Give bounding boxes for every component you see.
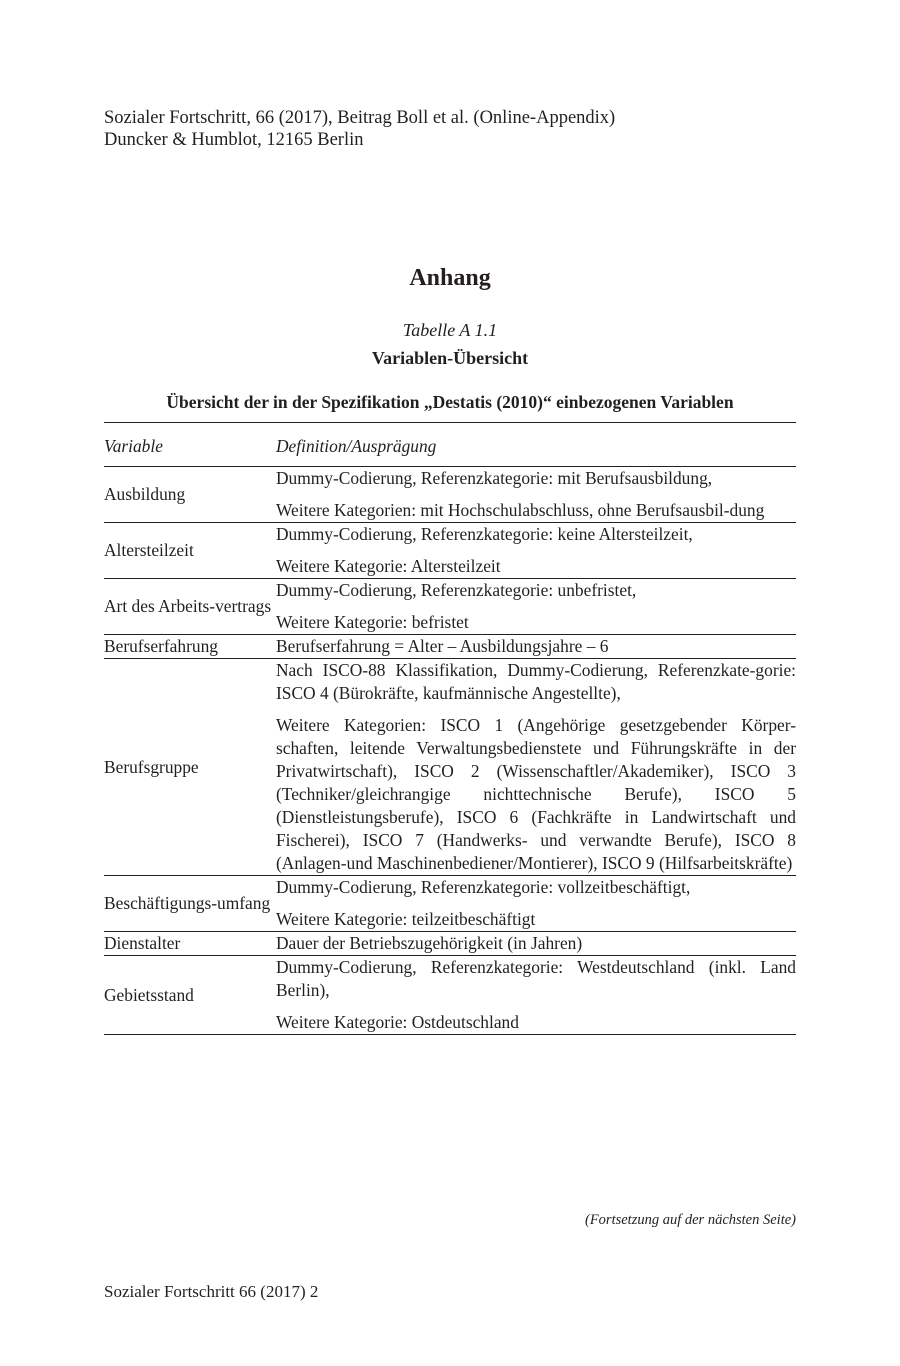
table-caption: Übersicht der in der Spezifikation „Destatis (2010)“ einbezogenen Variablen [166, 392, 734, 412]
page-title: Anhang [409, 265, 491, 291]
variable-definition [276, 579, 796, 635]
variable-definition [276, 659, 796, 876]
table-row [104, 956, 796, 1035]
running-header-citation: Sozialer Fortschritt, 66 (2017), Beitrag Boll et al. (Online-Appendix) [104, 108, 616, 128]
table-header-row [104, 423, 796, 467]
definition-paragraph: Weitere Kategorie: Altersteilzeit [276, 556, 501, 576]
table-row [104, 523, 796, 579]
definition-paragraph: Dummy-Codierung, Referenzkategorie: mit Berufsausbildung, [276, 468, 713, 488]
table-number: Tabelle A 1.1 [402, 320, 498, 340]
table-row [104, 876, 796, 932]
variable-name: Altersteilzeit [104, 540, 194, 560]
variable-name: Beschäftigungs-umfang [104, 893, 271, 913]
page-footer: Sozialer Fortschritt 66 (2017) 2 [104, 1282, 319, 1301]
definition-paragraph: Dummy-Codierung, Referenzkategorie: keine Altersteilzeit, [276, 524, 693, 544]
definition-paragraph: Weitere Kategorien: mit Hochschulabschluss, ohne Berufsausbil-dung [276, 500, 765, 520]
variable-name: Berufsgruppe [104, 756, 199, 777]
variable-definition [276, 956, 796, 1035]
variables-table [104, 422, 796, 1035]
variable-definition [276, 876, 796, 932]
definition-paragraph: Dummy-Codierung, Referenzkategorie: unbefristet, [276, 580, 637, 600]
variable-name: Art des Arbeits-vertrags [104, 596, 272, 616]
variable-definition [276, 467, 796, 523]
column-header-definition: Definition/Ausprägung [276, 436, 437, 456]
table-row [104, 635, 796, 659]
definition-paragraph: Dummy-Codierung, Referenzkategorie: Westdeutschland (inkl. Land Berlin), [276, 957, 796, 1000]
variable-name: Gebietsstand [104, 984, 194, 1005]
table-row [104, 659, 796, 876]
table-row [104, 579, 796, 635]
definition-paragraph: Weitere Kategorien: ISCO 1 (Angehörige gesetzgebender Körper-schaften, leitende Verwaltungsbedienstete und Führungskräfte in der Privatwirtschaft), ISCO 2 (Wissenschaftler/Akademiker), ISCO 3 (Techniker/gleichrangige nichttechnische Berufe), ISCO 5 (Dienstleistungsberufe), ISCO 6 (Fachkräfte in Landwirtschaft und Fischerei), ISCO 7 (Handwerks- und verwandte Berufe), ISCO 8 (Anlagen-und Maschinenbediener/Montierer), ISCO 9 (Hilfsarbeitskräfte) [276, 715, 796, 873]
running-header-publisher: Duncker & Humblot, 12165 Berlin [104, 130, 364, 150]
table-title: Variablen-Übersicht [371, 348, 529, 368]
table-row [104, 932, 796, 956]
definition-paragraph: Nach ISCO-88 Klassifikation, Dummy-Codierung, Referenzkate-gorie: ISCO 4 (Bürokräfte, kaufmännische Angestellte), [276, 660, 796, 703]
variable-name: Berufserfahrung [104, 636, 218, 656]
definition-paragraph: Dummy-Codierung, Referenzkategorie: vollzeitbeschäftigt, [276, 877, 691, 897]
variable-name: Dienstalter [104, 933, 181, 953]
variable-name: Ausbildung [104, 484, 186, 504]
definition-paragraph: Berufserfahrung = Alter – Ausbildungsjahre – 6 [276, 636, 609, 656]
variable-definition [276, 932, 796, 956]
continuation-note: (Fortsetzung auf der nächsten Seite) [584, 1212, 796, 1228]
table-row [104, 467, 796, 523]
definition-paragraph: Dauer der Betriebszugehörigkeit (in Jahren) [276, 933, 583, 953]
definition-paragraph: Weitere Kategorie: teilzeitbeschäftigt [276, 909, 536, 929]
definition-paragraph: Weitere Kategorie: befristet [276, 612, 469, 632]
variable-definition [276, 635, 796, 659]
variable-definition [276, 523, 796, 579]
column-header-variable: Variable [104, 436, 163, 456]
definition-paragraph: Weitere Kategorie: Ostdeutschland [276, 1012, 519, 1032]
